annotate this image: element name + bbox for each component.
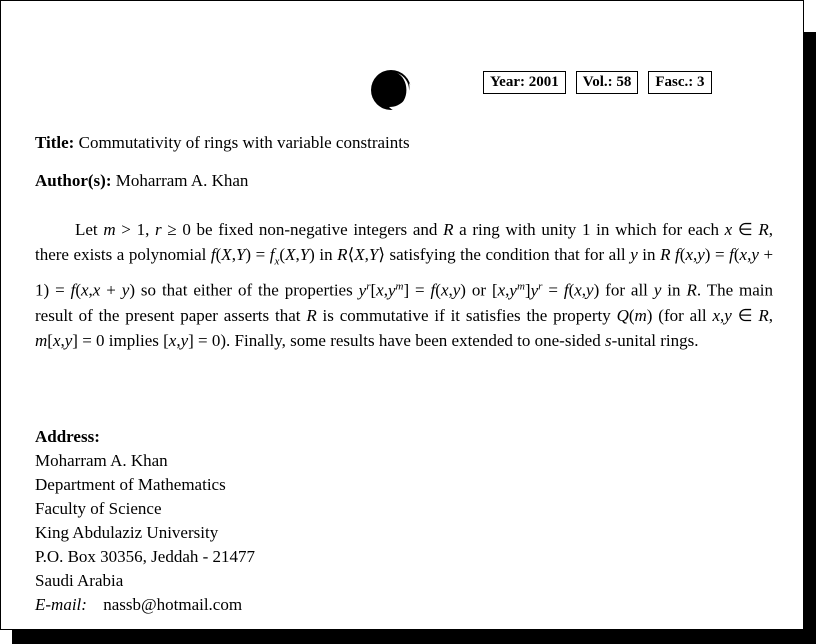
email-address[interactable]: nassb@hotmail.com bbox=[103, 595, 243, 614]
email-label: E-mail: bbox=[35, 595, 87, 614]
abstract-text: Let m > 1, r ≥ 0 be fixed non-negative integers and R a ring with unity 1 in which for each x ∈ R, there exists a polynomial $f(X,Y) = f_x(X,Y)$ in R⟨X,Y⟩ satisfying the condition that for all y in R f(x,y) = f(x,y + 1) = f(x,x + y) so that either of the properties $y^r[x,y^m] = f(x,y)$ or $[x,y^m]y^r = f(x,y)$ for all y in R. The main result of the present paper asserts that R is commutative if it satisfies the property Q(m) (for all x,y ∈ R, m[x,y] = 0 implies [x,y] = 0). Finally, some results have been extended to one-sided s-unital rings. bbox=[35, 220, 774, 351]
address-line: Faculty of Science bbox=[35, 499, 162, 518]
volume-badge: Vol.: 58 bbox=[576, 71, 639, 94]
address-line: P.O. Box 30356, Jeddah - 21477 bbox=[35, 547, 256, 566]
fascicle-badge: Fasc.: 3 bbox=[648, 71, 711, 94]
issue-badges bbox=[483, 71, 712, 94]
address-block bbox=[35, 425, 255, 617]
year-badge: Year: 2001 bbox=[483, 71, 566, 94]
address-line: Moharram A. Khan bbox=[35, 451, 168, 470]
address-line: King Abdulaziz University bbox=[35, 523, 219, 542]
article-authors: Moharram A. Khan bbox=[115, 171, 249, 190]
address-line: Saudi Arabia bbox=[35, 571, 124, 590]
title-label: Title: bbox=[35, 133, 75, 152]
address-label: Address: bbox=[35, 427, 100, 446]
authors-line bbox=[35, 171, 248, 191]
email-line bbox=[35, 593, 255, 617]
article-title: Commutativity of rings with variable constraints bbox=[78, 133, 410, 152]
authors-label: Author(s): bbox=[35, 171, 112, 190]
address-line: Department of Mathematics bbox=[35, 475, 226, 494]
half-moon-logo-icon bbox=[369, 67, 413, 113]
title-line bbox=[35, 133, 410, 153]
